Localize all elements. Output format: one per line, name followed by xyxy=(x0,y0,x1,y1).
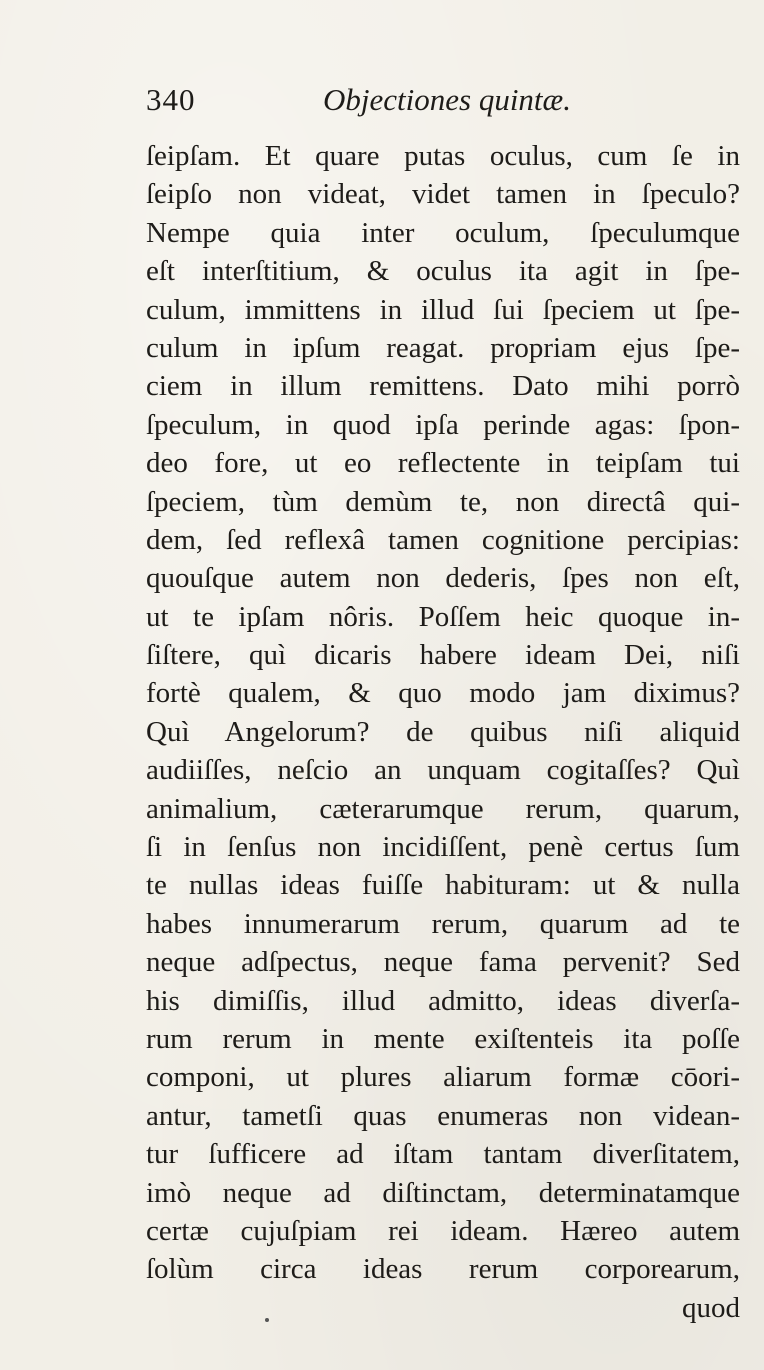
text-line: habes innumerarum rerum, quarum ad te xyxy=(146,907,740,940)
text-line: fortè qualem, & quo modo jam diximus? xyxy=(146,677,740,710)
text-line: ſolùm circa ideas rerum corporearum, xyxy=(146,1253,740,1286)
text-line: neque adſpectus, neque fama pervenit? Sed xyxy=(146,946,740,979)
text-line: antur, tametſi quas enumeras non videan- xyxy=(146,1099,740,1132)
text-line: audiiſſes, neſcio an unquam cogitaſſes? Quì xyxy=(146,754,740,787)
text-line: deo fore, ut eo reflectente in teipſam tui xyxy=(146,447,740,480)
text-line: ſpeciem, tùm demùm te, non directâ qui- xyxy=(146,485,740,518)
page-number: 340 xyxy=(146,82,196,117)
text-line: ſeipſam. Et quare putas oculus, cum ſe in xyxy=(146,140,740,172)
text-line: ciem in illum remittens. Dato mihi porrò xyxy=(146,370,740,403)
text-line: te nullas ideas fuiſſe habituram: ut & nulla xyxy=(146,869,740,902)
text-line: ut te ipſam nôris. Poſſem heic quoque in- xyxy=(146,600,740,633)
text-line: dem, ſed reflexâ tamen cognitione percipias: xyxy=(146,523,740,556)
text-line: quouſque autem non dederis, ſpes non eſt, xyxy=(146,562,740,595)
text-line: animalium, cæterarumque rerum, quarum, xyxy=(146,792,740,825)
text-line: imò neque ad diſtinctam, determinatamque xyxy=(146,1176,740,1209)
text-line: ſeipſo non videat, videt tamen in ſpeculo? xyxy=(146,178,740,211)
catchword: quod xyxy=(682,1291,740,1324)
text-line: ſi in ſenſus non incidiſſent, penè certus ſum xyxy=(146,831,740,864)
ink-speck xyxy=(265,1318,269,1322)
body-text xyxy=(146,137,740,1327)
text-line: rum rerum in mente exiſtenteis ita poſſe xyxy=(146,1022,740,1055)
text-line: tur ſufficere ad iſtam tantam diverſitatem, xyxy=(146,1138,740,1171)
text-line: ſiſtere, quì dicaris habere ideam Dei, niſi xyxy=(146,639,740,672)
text-line: Nempe quia inter oculum, ſpeculumque xyxy=(146,216,740,249)
text-line: componi, ut plures aliarum formæ cōori- xyxy=(146,1061,740,1094)
text-line: culum in ipſum reagat. propriam ejus ſpe- xyxy=(146,331,740,364)
text-line: ſpeculum, in quod ipſa perinde agas: ſpon- xyxy=(146,408,740,441)
running-title: Objectiones quintæ. xyxy=(323,82,571,117)
text-line: culum, immittens in illud ſui ſpeciem ut ſpe- xyxy=(146,293,740,326)
text-line: eſt interſtitium, & oculus ita agit in ſpe- xyxy=(146,255,740,288)
page-header xyxy=(146,82,746,126)
text-line: certæ cujuſpiam rei ideam. Hæreo autem xyxy=(146,1214,740,1247)
text-line: his dimiſſis, illud admitto, ideas diverſa- xyxy=(146,984,740,1017)
text-line: Quì Angelorum? de quibus niſi aliquid xyxy=(146,715,740,748)
